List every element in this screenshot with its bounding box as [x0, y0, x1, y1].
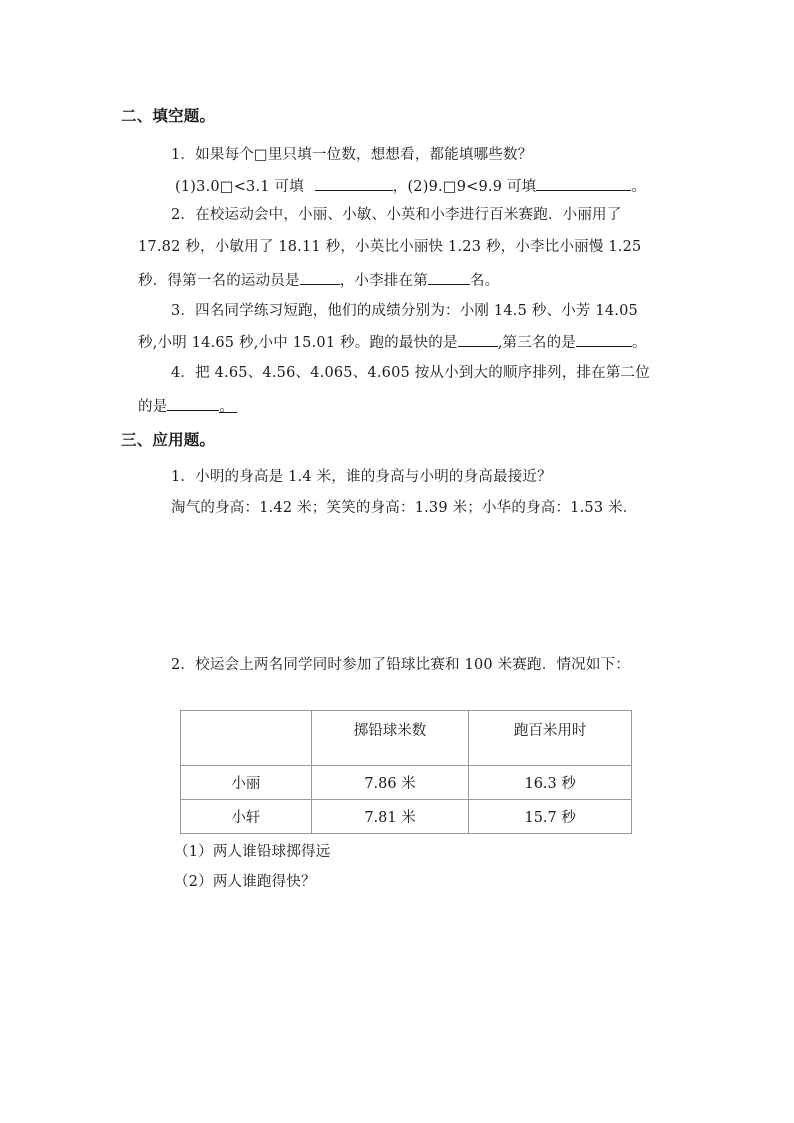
q3-line-2-b: ,第三名的是 — [497, 335, 576, 351]
q1-part-b: (2)9.□9<9.9 可填 — [407, 179, 537, 195]
results-table — [180, 710, 632, 834]
table-header-cell — [181, 711, 312, 766]
q3-blank-fastest[interactable] — [458, 331, 498, 347]
q1-prompt: 1．如果每个□里只填一位数，想想看，都能填哪些数？ — [171, 147, 533, 163]
table-row — [181, 766, 632, 800]
table-header-row — [181, 711, 632, 766]
q1-end: 。 — [631, 179, 647, 195]
table-header-cell: 掷铅球米数 — [311, 711, 469, 766]
q4-line-2 — [138, 395, 237, 417]
app-q2-prompt: 2．校运会上两名同学同时参加了铅球比赛和 100 米赛跑．情况如下： — [171, 657, 630, 673]
q4-end: 。 — [219, 397, 237, 413]
table-cell: 小丽 — [181, 766, 312, 800]
q4-line-1: 4．把 4.65、4.56、4.065、4.605 按从小到大的顺序排列，排在第二位 — [171, 365, 650, 381]
section-3-title: 三、应用题。 — [121, 430, 216, 449]
q1-answer-line — [175, 175, 646, 197]
app-q1-prompt: 1．小明的身高是 1.4 米，谁的身高与小明的身高最接近？ — [171, 469, 552, 485]
table-cell: 7.81 米 — [311, 800, 469, 834]
q2-line-3-c: 名。 — [469, 273, 500, 289]
q3-line-2 — [138, 331, 647, 353]
table-cell: 15.7 秒 — [469, 800, 632, 834]
q2-line-3 — [138, 269, 499, 291]
q1-blank-b[interactable] — [536, 175, 631, 191]
q1-sep: ， — [392, 179, 408, 195]
app-q2-sub2: （2）两人谁跑得快？ — [174, 874, 316, 890]
section-2-title: 二、填空题。 — [121, 106, 216, 125]
q3-line-1: 3．四名同学练习短跑，他们的成绩分别为：小刚 14.5 秒、小芳 14.05 — [171, 303, 638, 319]
table-cell: 16.3 秒 — [469, 766, 632, 800]
table-cell: 小轩 — [181, 800, 312, 834]
q3-line-2-c: 。 — [632, 335, 647, 351]
table-row — [181, 800, 632, 834]
q4-blank[interactable] — [167, 395, 219, 411]
q3-line-2-a: 秒,小明 14.65 秒,小中 15.01 秒。跑的最快的是 — [138, 335, 458, 351]
q3-blank-third[interactable] — [576, 331, 632, 347]
q2-blank-first[interactable] — [300, 269, 340, 285]
q1-part-a: (1)3.0□<3.1 可填 — [175, 179, 304, 195]
q2-line-1: 2．在校运动会中，小丽、小敏、小英和小李进行百米赛跑．小丽用了 — [171, 207, 622, 223]
app-q2-sub1: （1）两人谁铅球掷得远 — [174, 844, 331, 860]
table-cell: 7.86 米 — [311, 766, 469, 800]
q1-blank-a[interactable] — [315, 175, 393, 191]
app-q1-heights: 淘气的身高：1.42 米；笑笑的身高：1.39 米；小华的身高：1.53 米． — [171, 500, 638, 516]
q4-line-2-a: 的是 — [138, 399, 168, 415]
q2-line-3-b: ，小李排在第 — [339, 273, 428, 289]
q2-line-2: 17.82 秒，小敏用了 18.11 秒，小英比小丽快 1.23 秒，小李比小丽慢 1.25 — [138, 239, 642, 255]
q2-blank-rank[interactable] — [428, 269, 470, 285]
table-header-cell: 跑百米用时 — [469, 711, 632, 766]
q2-line-3-a: 秒．得第一名的运动员是 — [138, 273, 300, 289]
